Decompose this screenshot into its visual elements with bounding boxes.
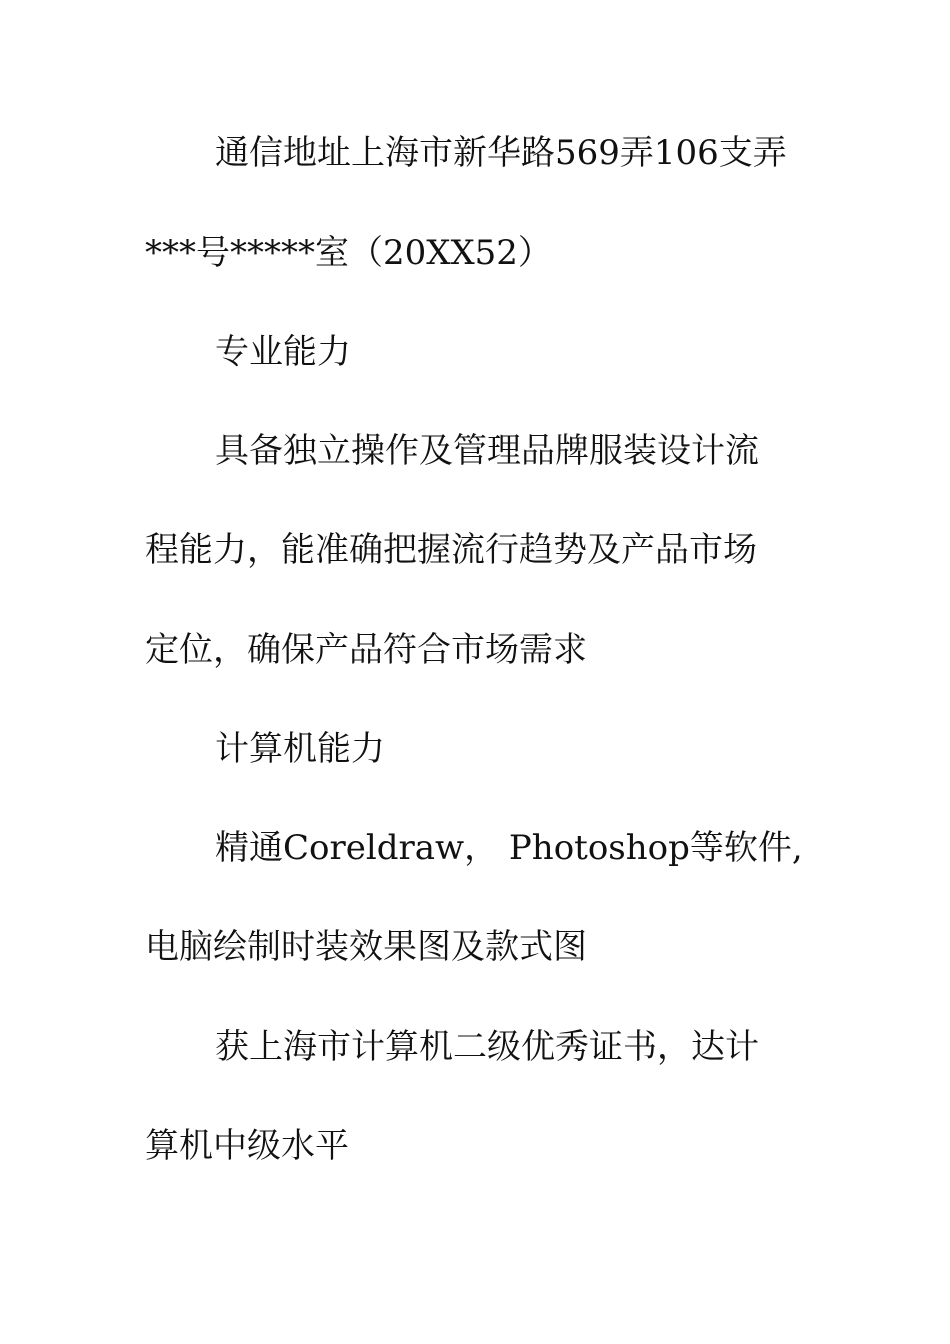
professional-paragraph-line-1: 具备独立操作及管理品牌服装设计流 — [215, 431, 759, 471]
professional-paragraph-line-3: 定位，确保产品符合市场需求 — [145, 630, 587, 670]
professional-paragraph-line-2: 程能力，能准确把握流行趋势及产品市场 — [145, 530, 757, 570]
address-line-1: 通信地址上海市新华路569弄106支弄 — [215, 133, 787, 173]
section-heading-professional-ability: 专业能力 — [215, 332, 351, 372]
computer-paragraph-line-2: 电脑绘制时装效果图及款式图 — [145, 927, 587, 967]
computer-paragraph-line-1: 精通Coreldraw， Photoshop等软件, — [215, 828, 803, 868]
section-heading-computer-ability: 计算机能力 — [215, 729, 385, 769]
certificate-paragraph-line-1: 获上海市计算机二级优秀证书，达计 — [215, 1027, 759, 1067]
certificate-paragraph-line-2: 算机中级水平 — [145, 1126, 349, 1166]
address-line-2: ***号*****室（20XX52） — [145, 233, 552, 273]
